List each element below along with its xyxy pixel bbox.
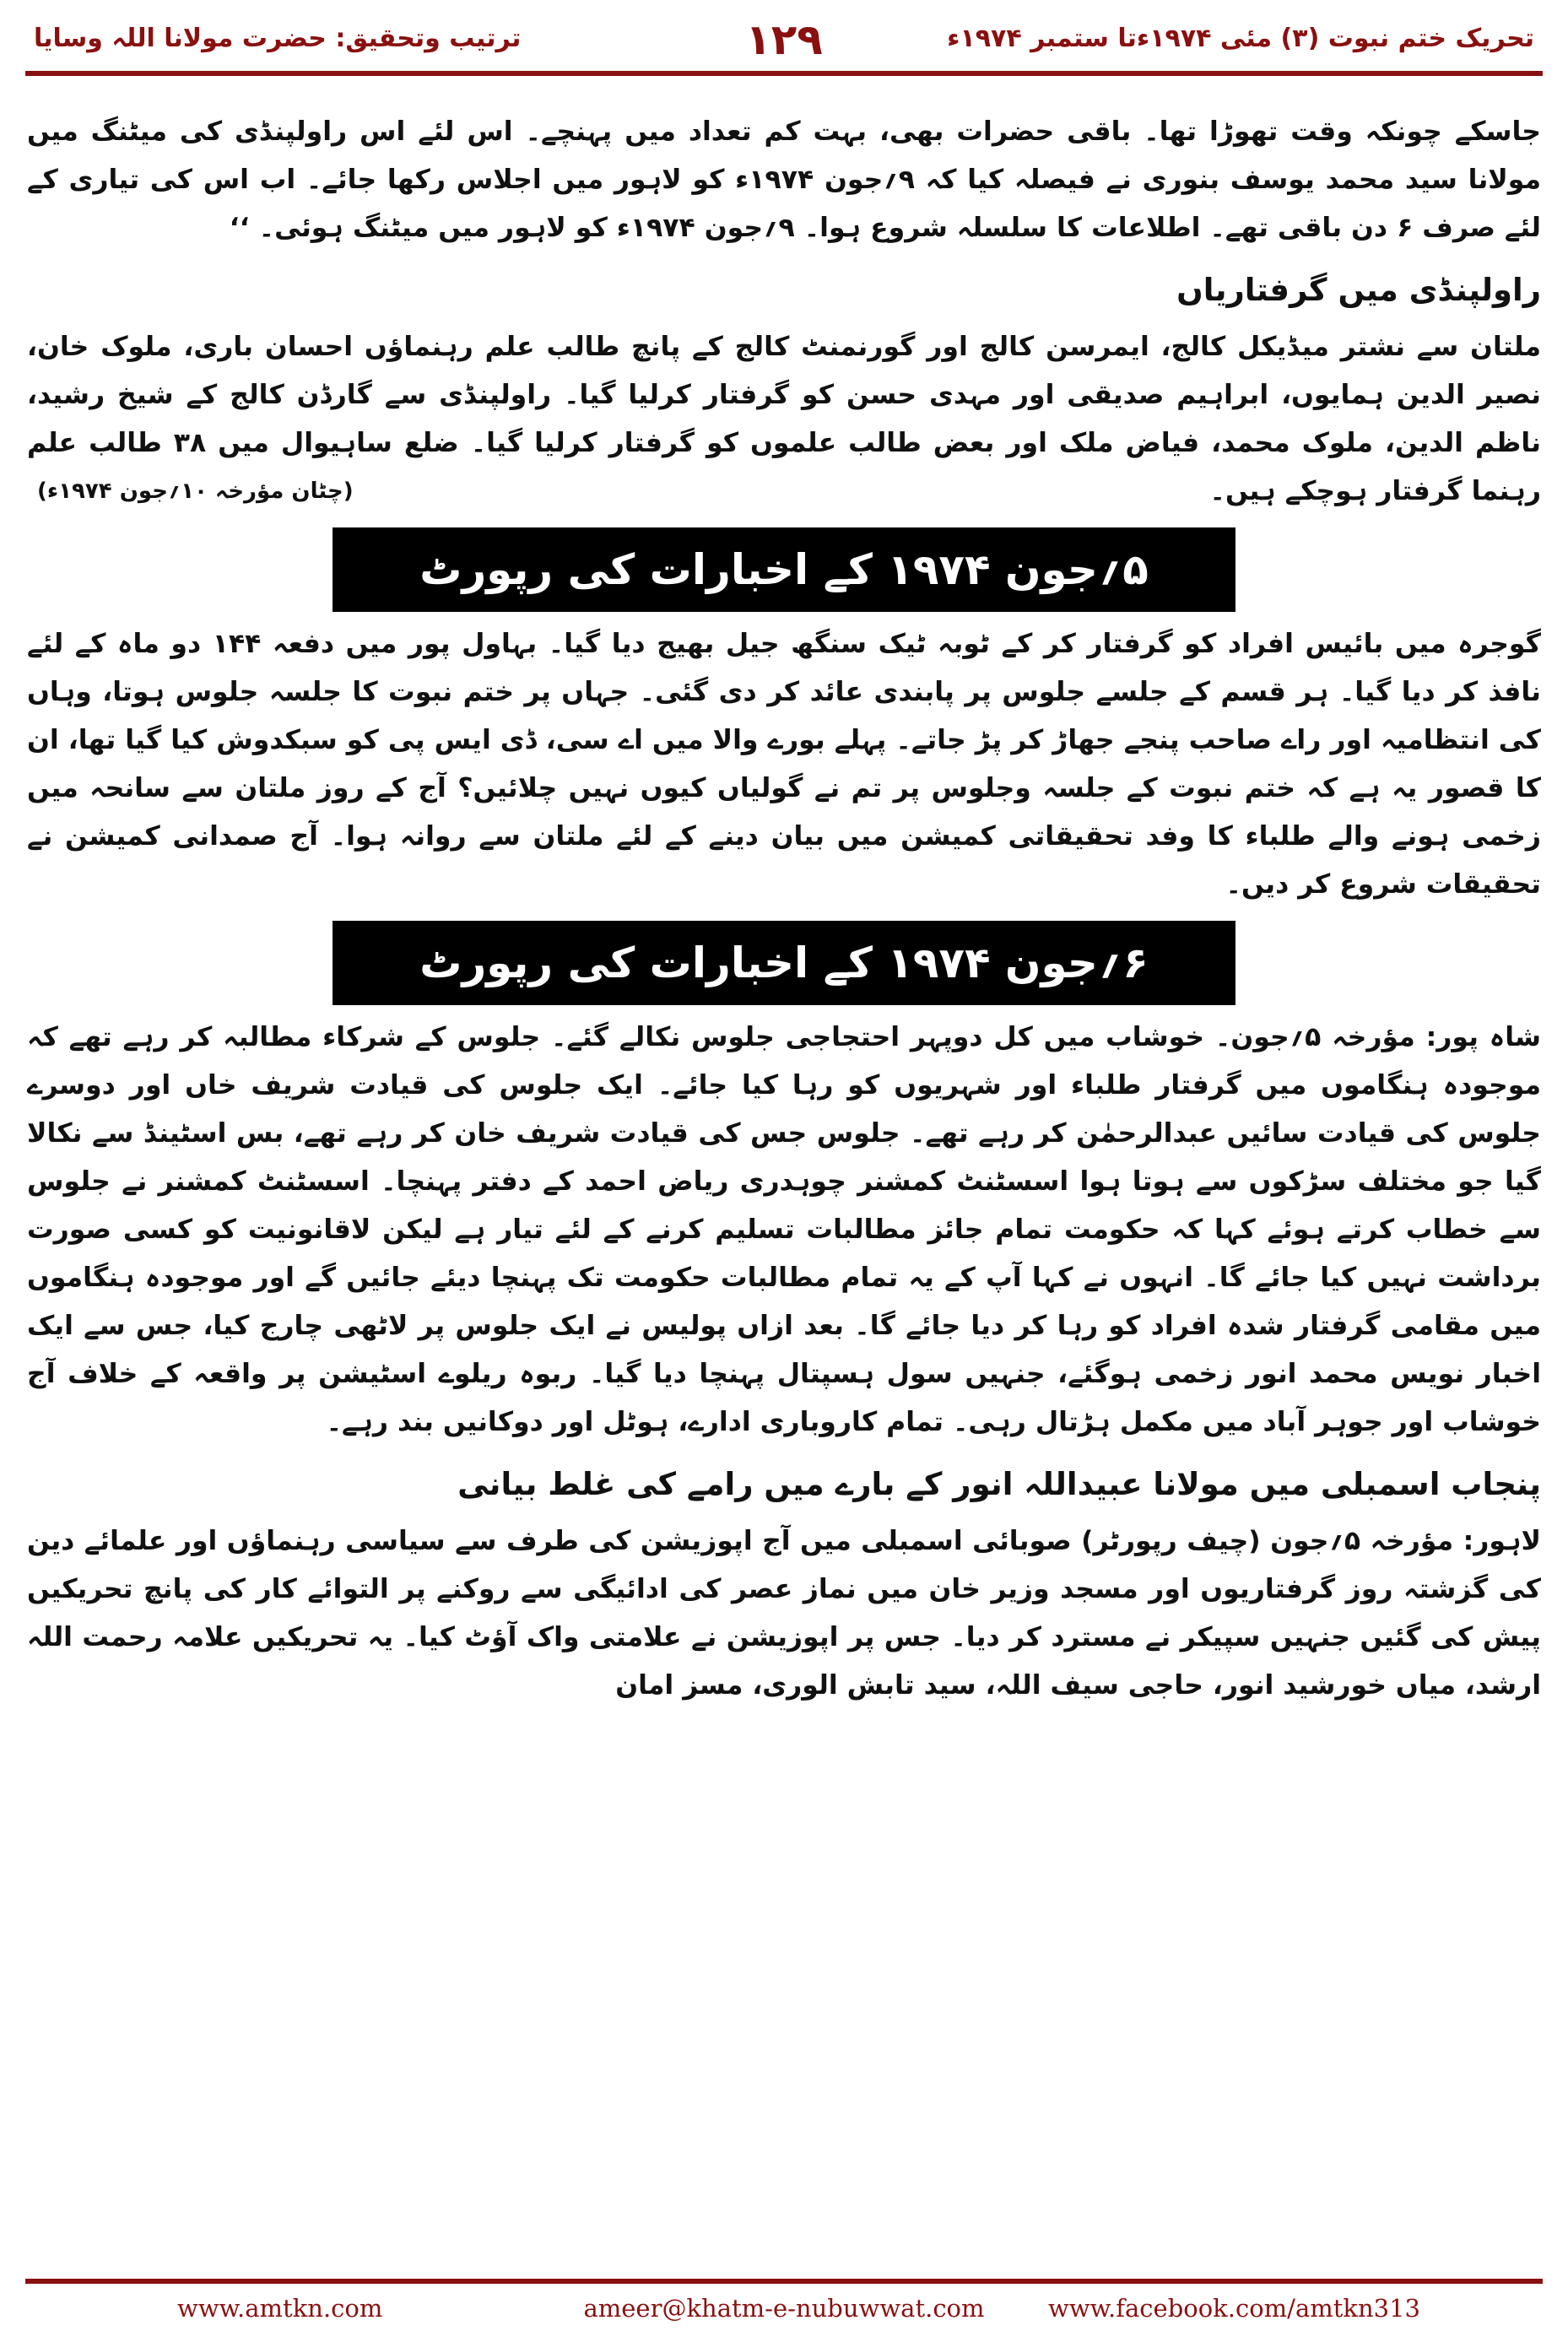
source-citation: (چٹان مؤرخہ ۱۰؍جون ۱۹۷۴ء) xyxy=(37,479,354,504)
paragraph-arrests-text: ملتان سے نشتر میڈیکل کالج، ایمرسن کالج اور گورنمنٹ کالج کے پانچ طالب علم رہنماؤں احسان باری، ملوک خان، نصیر الدین ہمایوں، ابراہیم صدیقی اور مہدی حسن کو گرفتار کرلیا گیا۔ راولپنڈی سے گارڈن کالج کے شیخ رشید، ناظم الدین، ملوک محمد، فیاض ملک اور بعض طالب علموں کو گرفتار کرلیا گیا۔ ضلع ساہیوال میں ۳۸ طالب علم رہنما گرفتار ہوچکے ہیں۔ xyxy=(27,332,1541,506)
page-body xyxy=(27,108,1541,2273)
banner-june-6-report: ۶؍جون ۱۹۷۴ کے اخبارات کی رپورٹ xyxy=(333,921,1235,1005)
page-header xyxy=(0,0,1568,80)
footer-divider xyxy=(25,2279,1543,2284)
paragraph-meeting: جاسکے چونکہ وقت تھوڑا تھا۔ باقی حضرات بھی، بہت کم تعداد میں پہنچے۔ اس لئے اس راولپنڈی کی میٹنگ میں مولانا سید محمد یوسف بنوری نے فیصلہ کیا کہ ۹؍جون ۱۹۷۴ء کو لاہور میں اجلاس رکھا جائے۔ اب اس کی تیاری کے لئے صرف ۶ دن باقی تھے۔ اطلاعات کا سلسلہ شروع ہوا۔ ۹؍جون ۱۹۷۴ء کو لاہور میں میٹنگ ہوئی۔ ‘‘ xyxy=(27,116,1542,243)
paragraph-june-6: شاہ پور: مؤرخہ ۵؍جون۔ خوشاب میں کل دوپہر احتجاجی جلوس نکالے گئے۔ جلوس کے شرکاء مطالبہ کر رہے تھے کہ موجودہ ہنگاموں میں گرفتار طلباء اور شہریوں کو رہا کیا جائے۔ ایک جلوس کی قیادت شریف خاں اور دوسرے جلوس کی قیادت سائیں عبدالرحمٰن کر رہے تھے۔ جلوس جس کی قیادت شریف خان کر رہے تھے، بس اسٹینڈ سے نکالا گیا جو مختلف سڑکوں سے ہوتا ہوا اسسٹنٹ کمشنر چوہدری ریاض احمد کے دفتر پہنچا۔ اسسٹنٹ کمشنر نے جلوس سے خطاب کرتے ہوئے کہا کہ حکومت تمام جائز مطالبات تسلیم کرنے کے لئے تیار ہے لیکن لاقانونیت کو کسی صورت برداشت نہیں کیا جائے گا۔ انہوں نے کہا آپ کے یہ تمام مطالبات حکومت تک پہنچا دیئے جائیں گے اور موجودہ ہنگاموں میں مقامی گرفتار شدہ افراد کو رہا کر دیا جائے گا۔ بعد ازاں پولیس نے ایک جلوس پر لاٹھی چارج کیا، جس سے ایک اخبار نویس محمد انور زخمی ہوگئے، جنہیں سول ہسپتال پہنچا دیا گیا۔ ربوہ ریلوے اسٹیشن پر واقعہ کے خلاف آج خوشاب اور جوہر آباد میں مکمل ہڑتال رہی۔ تمام کاروباری ادارے، ہوٹل اور دوکانیں بند رہے۔ xyxy=(27,1022,1541,1437)
paragraph-arrests xyxy=(27,323,1541,516)
paragraph-june-5: گوجرہ میں بائیس افراد کو گرفتار کر کے ٹوبہ ٹیک سنگھ جیل بھیج دیا گیا۔ بہاول پور میں دفعہ ۱۴۴ دو ماہ کے لئے نافذ کر دیا گیا۔ ہر قسم کے جلسے جلوس پر پابندی عائد کر دی گئی۔ جہاں پر ختم نبوت کا جلسہ جلوس ہوتا، وہاں کی انتظامیہ اور راے صاحب پنجے جھاڑ کر پڑ جاتے۔ پہلے بورے والا میں اے سی، ڈی ایس پی کو سبکدوش کیا گیا تھا، ان کا قصور یہ ہے کہ ختم نبوت کے جلسہ وجلوس پر تم نے گولیاں کیوں نہیں چلائیں؟ آج کے روز ملتان سے سانحہ میں زخمی ہونے والے طلباء کا وفد تحقیقاتی کمیشن میں بیان دینے کے لئے ملتان سے روانہ ہوا۔ آج صمدانی کمیشن نے تحقیقات شروع کر دیں۔ xyxy=(27,629,1541,900)
facebook-link[interactable]: www.facebook.com/amtkn313 xyxy=(1048,2294,1420,2323)
book-title: تحریک ختم نبوت (۳) مئی ۱۹۷۴ءتا ستمبر ۱۹۷۴ء xyxy=(947,24,1534,53)
banner-june-5-report: ۵؍جون ۱۹۷۴ کے اخبارات کی رپورٹ xyxy=(333,527,1235,612)
website-link[interactable]: www.amtkn.com xyxy=(177,2294,383,2323)
heading-punjab-assembly: پنجاب اسمبلی میں مولانا عبیداللہ انور کے بارے میں رامے کی غلط بیانی xyxy=(457,1466,1541,1502)
paragraph-assembly: لاہور: مؤرخہ ۵؍جون (چیف رپورٹر) صوبائی اسمبلی میں آج اپوزیشن کی طرف سے سیاسی رہنماؤں اور علمائے دین کی گزشتہ روز گرفتاریوں اور مسجد وزیر خان میں نماز عصر کی ادائیگی سے روکنے پر التوائے کار کی پانچ تحریکیں پیش کی گئیں جنہیں سپیکر نے مسترد کر دیا۔ جس پر اپوزیشن نے علامتی واک آؤٹ کیا۔ یہ تحریکیں علامہ رحمت اللہ ارشد، میاں خورشید انور، حاجی سیف اللہ، سید تابش الوری، مسز امان xyxy=(27,1526,1541,1701)
heading-rawalpindi-arrests: راولپنڈی میں گرفتاریاں xyxy=(1176,272,1541,308)
page-number: ۱۲۹ xyxy=(745,15,823,64)
header-divider xyxy=(25,71,1543,76)
compiler-credit: ترتیب وتحقیق: حضرت مولانا اللہ وسایا xyxy=(34,24,522,53)
page-footer xyxy=(0,2279,1568,2342)
email-link[interactable]: ameer@khatm-e-nubuwwat.com xyxy=(583,2294,985,2323)
